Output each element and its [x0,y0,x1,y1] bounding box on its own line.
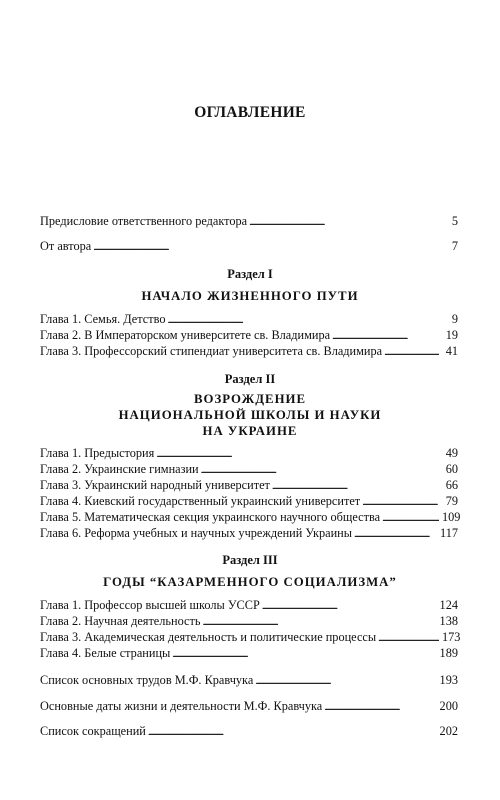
section-1-label: Раздел I [227,267,273,281]
leader-dots [148,723,437,741]
toc-entry-s3-ch1[interactable] [40,597,458,613]
entry-page: 200 [439,699,458,713]
entry-page: 49 [445,446,458,460]
toc-entry-s2-ch4[interactable] [40,493,458,509]
entry-label: Глава 4. Белые страницы [40,646,171,660]
toc-entry-s1-ch1[interactable] [40,311,458,327]
section-3-label: Раздел III [222,553,278,567]
entry-label: Глава 6. Реформа учебных и научных учреждений Украины [40,526,353,540]
entry-label: Глава 2. Украинские гимназии [40,462,199,476]
toc-entry-works[interactable] [40,672,458,688]
entry-label: Глава 5. Математическая секция украинского научного общества [40,510,381,524]
toc-entry-s2-ch3[interactable] [40,477,458,493]
leader-dots [384,343,439,361]
entry-page: 41 [445,344,458,358]
entry-label: Список основных трудов М.Ф. Кравчука [40,673,254,687]
section-2-title-line-2: НАЦИОНАЛЬНОЙ ШКОЛЫ И НАУКИ [118,408,382,422]
entry-page: 124 [439,598,458,612]
toc-entry-s3-ch4[interactable] [40,645,458,661]
entry-page: 60 [445,462,458,476]
page-title: ОГЛАВЛЕНИЕ [194,104,306,121]
toc-entry-s2-ch6[interactable] [40,525,458,541]
entry-label: Глава 2. В Императорском университете св. Владимира [40,328,331,342]
entry-page: 66 [445,478,458,492]
entry-page: 173 [442,630,461,644]
entry-label: Глава 4. Киевский государственный украинский университет [40,494,361,508]
entry-label: Глава 3. Профессорский стипендиат университета св. Владимира [40,344,383,358]
leader-dots [249,213,439,231]
toc-entry-dates[interactable] [40,698,458,714]
toc-entry-s2-ch5[interactable] [40,509,461,525]
section-2-title-line-3: НА УКРАИНЕ [202,424,298,438]
entry-label: Глава 1. Профессор высшей школы УССР [40,598,260,612]
entry-label: От автора [40,239,92,253]
entry-label: Предисловие ответственного редактора [40,214,248,228]
toc-entry-s2-ch1[interactable] [40,445,458,461]
entry-page: 109 [442,510,461,524]
entry-page: 117 [440,526,458,540]
leader-dots [255,672,436,690]
section-2-label: Раздел II [224,372,276,386]
entry-page: 5 [451,214,458,228]
entry-label: Основные даты жизни и деятельности М.Ф. Кравчука [40,699,323,713]
entry-label: Глава 2. Научная деятельность [40,614,201,628]
entry-page: 193 [439,673,458,687]
entry-page: 138 [439,614,458,628]
toc-entry-s1-ch3[interactable] [40,343,458,359]
toc-entry-preface[interactable] [40,213,458,229]
leader-dots [93,238,439,256]
entry-page: 202 [439,724,458,738]
entry-label: Глава 1. Семья. Детство [40,312,166,326]
toc-entry-s1-ch2[interactable] [40,327,458,343]
toc-entry-s2-ch2[interactable] [40,461,458,477]
entry-page: 9 [451,312,458,326]
leader-dots [324,698,436,716]
entry-label: Глава 1. Предыстория [40,446,155,460]
entry-label: Глава 3. Украинский народный университет [40,478,270,492]
leader-dots [172,645,436,663]
entry-label: Список сокращений [40,724,146,738]
leader-dots [354,525,437,543]
entry-page: 19 [445,328,458,342]
toc-entry-s3-ch3[interactable] [40,629,461,645]
entry-page: 79 [445,494,458,508]
toc-entry-author[interactable] [40,238,458,254]
section-1-title: НАЧАЛО ЖИЗНЕННОГО ПУТИ [141,289,359,303]
toc-entry-abbreviations[interactable] [40,723,458,739]
section-3-title: ГОДЫ “КАЗАРМЕННОГО СОЦИАЛИЗМА” [103,575,397,589]
entry-page: 189 [439,646,458,660]
section-2-title-line-1: ВОЗРОЖДЕНИЕ [193,392,307,406]
entry-label: Глава 3. Академическая деятельность и политические процессы [40,630,377,644]
entry-page: 7 [451,239,458,253]
toc-entry-s3-ch2[interactable] [40,613,458,629]
